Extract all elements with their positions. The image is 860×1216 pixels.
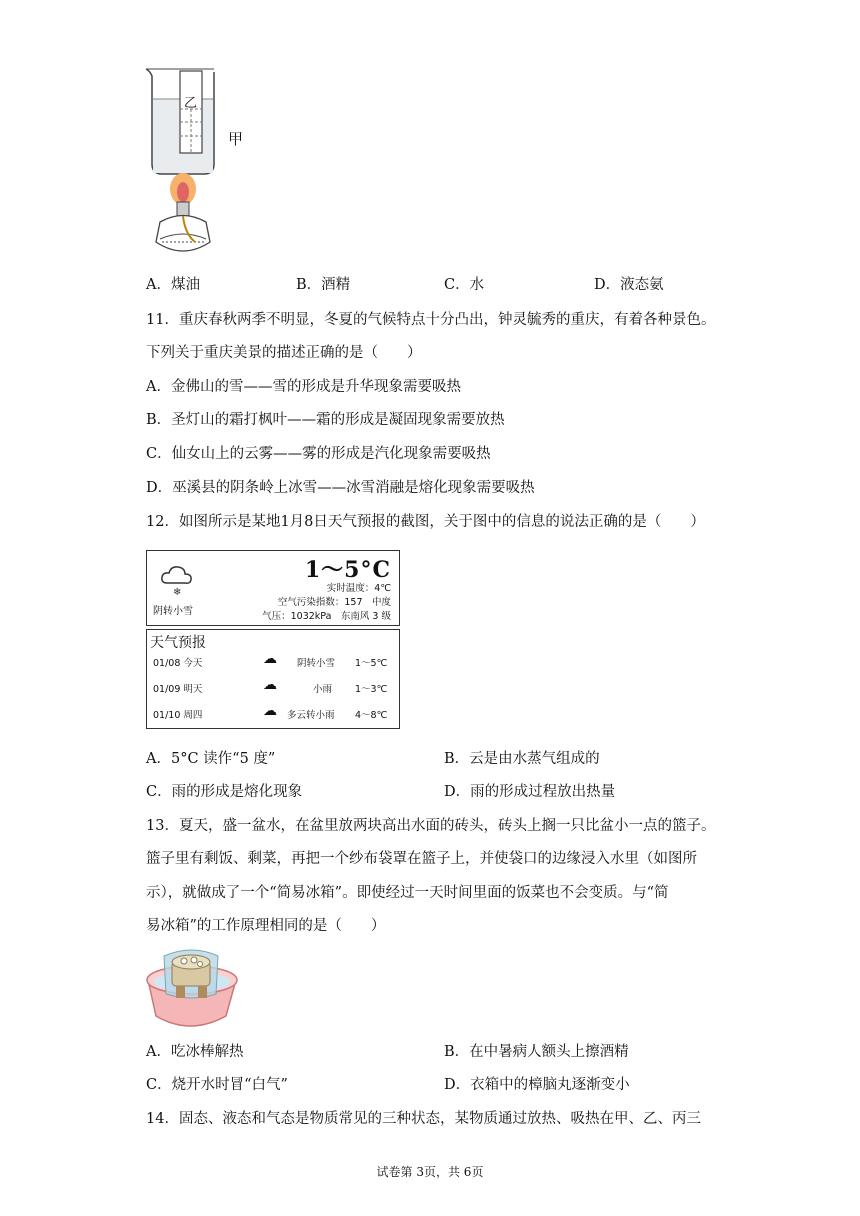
forecast-row: [147, 650, 399, 672]
q13-stem-line2: 篮子里有剩饭、剩菜，再把一个纱布袋罩在篮子上，并使袋口的边缘浸入水里（如图所: [146, 851, 697, 867]
realtime-temp: 实时温度：4℃: [326, 583, 391, 594]
label-jia: 甲: [228, 130, 244, 148]
q11-option-b[interactable]: B．圣灯山的霜打枫叶——霜的形成是凝固现象需要放热: [146, 412, 505, 428]
simple-fridge-figure: [142, 942, 242, 1034]
forecast-date: 01/08 今天: [153, 658, 203, 669]
forecast-condition: 小雨: [313, 684, 333, 695]
q11-option-a[interactable]: A．金佛山的雪——雪的形成是升华现象需要吸热: [146, 379, 461, 395]
q13-option-a[interactable]: A．吃冰棒解热: [146, 1044, 244, 1060]
q12-option-c[interactable]: C．雨的形成是熔化现象: [146, 784, 303, 800]
q11-option-c[interactable]: C．仙女山上的云雾——雾的形成是汽化现象需要吸热: [146, 446, 491, 462]
q10-option-c[interactable]: C．水: [444, 277, 485, 293]
air-quality-index: 空气污染指数：157 中度: [277, 597, 391, 608]
forecast-range: 4～8℃: [355, 710, 388, 721]
q13-stem-line4: 易冰箱”的工作原理相同的是（ ）: [146, 918, 386, 934]
q10-option-d[interactable]: D．液态氨: [594, 277, 664, 293]
forecast-row: [147, 676, 399, 698]
beaker-heating-figure: [140, 64, 260, 264]
q11-stem-line2: 下列关于重庆美景的描述正确的是（ ）: [146, 345, 422, 361]
forecast-range: 1～5℃: [355, 658, 388, 669]
forecast-row: [147, 702, 399, 724]
snow-cloud-icon: [159, 563, 195, 597]
q13-option-b[interactable]: B．在中暑病人额头上擦酒精: [444, 1044, 629, 1060]
q12-option-d[interactable]: D．雨的形成过程放出热量: [444, 784, 616, 800]
weather-forecast-panel: [146, 629, 400, 729]
q10-option-b[interactable]: B．酒精: [296, 277, 351, 293]
q14-stem-line1: 14．固态、液态和气态是物质常见的三种状态，某物质通过放热、吸热在甲、乙、丙三: [146, 1111, 701, 1127]
temperature-range: 1～5°C: [304, 557, 391, 583]
q11-option-d[interactable]: D．巫溪县的阴条岭上冰雪——冰雪消融是熔化现象需要吸热: [146, 480, 535, 496]
q13-stem-line1: 13．夏天，盛一盆水，在盆里放两块高出水面的砖头，砖头上搁一只比盆小一点的篮子。: [146, 818, 716, 834]
svg-text:❄: ❄: [173, 587, 182, 597]
q11-stem-line1: 11．重庆春秋两季不明显，冬夏的气候特点十分凸出，钟灵毓秀的重庆，有着各种景色。: [146, 312, 716, 328]
weather-current-panel: [146, 550, 400, 626]
forecast-condition: 阴转小雪: [297, 658, 336, 669]
page-footer: 试卷第 3页，共 6页: [376, 1165, 484, 1179]
cloudy-rain-icon: ☁: [263, 703, 277, 719]
q10-option-a[interactable]: A．煤油: [146, 277, 200, 293]
forecast-date: 01/09 明天: [153, 684, 203, 695]
q12-stem: 12．如图所示是某地1月8日天气预报的截图，关于图中的信息的说法正确的是（ ）: [146, 514, 705, 530]
snow-cloud-icon: ☁: [263, 651, 277, 667]
forecast-condition: 多云转小雨: [287, 710, 335, 721]
pressure-wind: 气压：1032kPa 东南风 3 级: [262, 611, 391, 622]
q13-stem-line3: 示），就做成了一个“简易冰箱”。即使经过一天时间里面的饭菜也不会变质。与“简: [146, 885, 669, 901]
forecast-range: 1～3℃: [355, 684, 388, 695]
current-condition: 阴转小雪: [153, 606, 193, 617]
rain-cloud-icon: ☁: [263, 677, 277, 693]
label-yi: 乙: [184, 96, 198, 111]
q13-option-c[interactable]: C．烧开水时冒“白气”: [146, 1077, 288, 1093]
q13-option-d[interactable]: D．衣箱中的樟脑丸逐渐变小: [444, 1077, 630, 1093]
forecast-date: 01/10 周四: [153, 710, 203, 721]
forecast-title: 天气预报: [150, 635, 206, 651]
q12-option-a[interactable]: A．5°C 读作“5 度”: [146, 751, 276, 767]
q12-option-b[interactable]: B．云是由水蒸气组成的: [444, 751, 600, 767]
